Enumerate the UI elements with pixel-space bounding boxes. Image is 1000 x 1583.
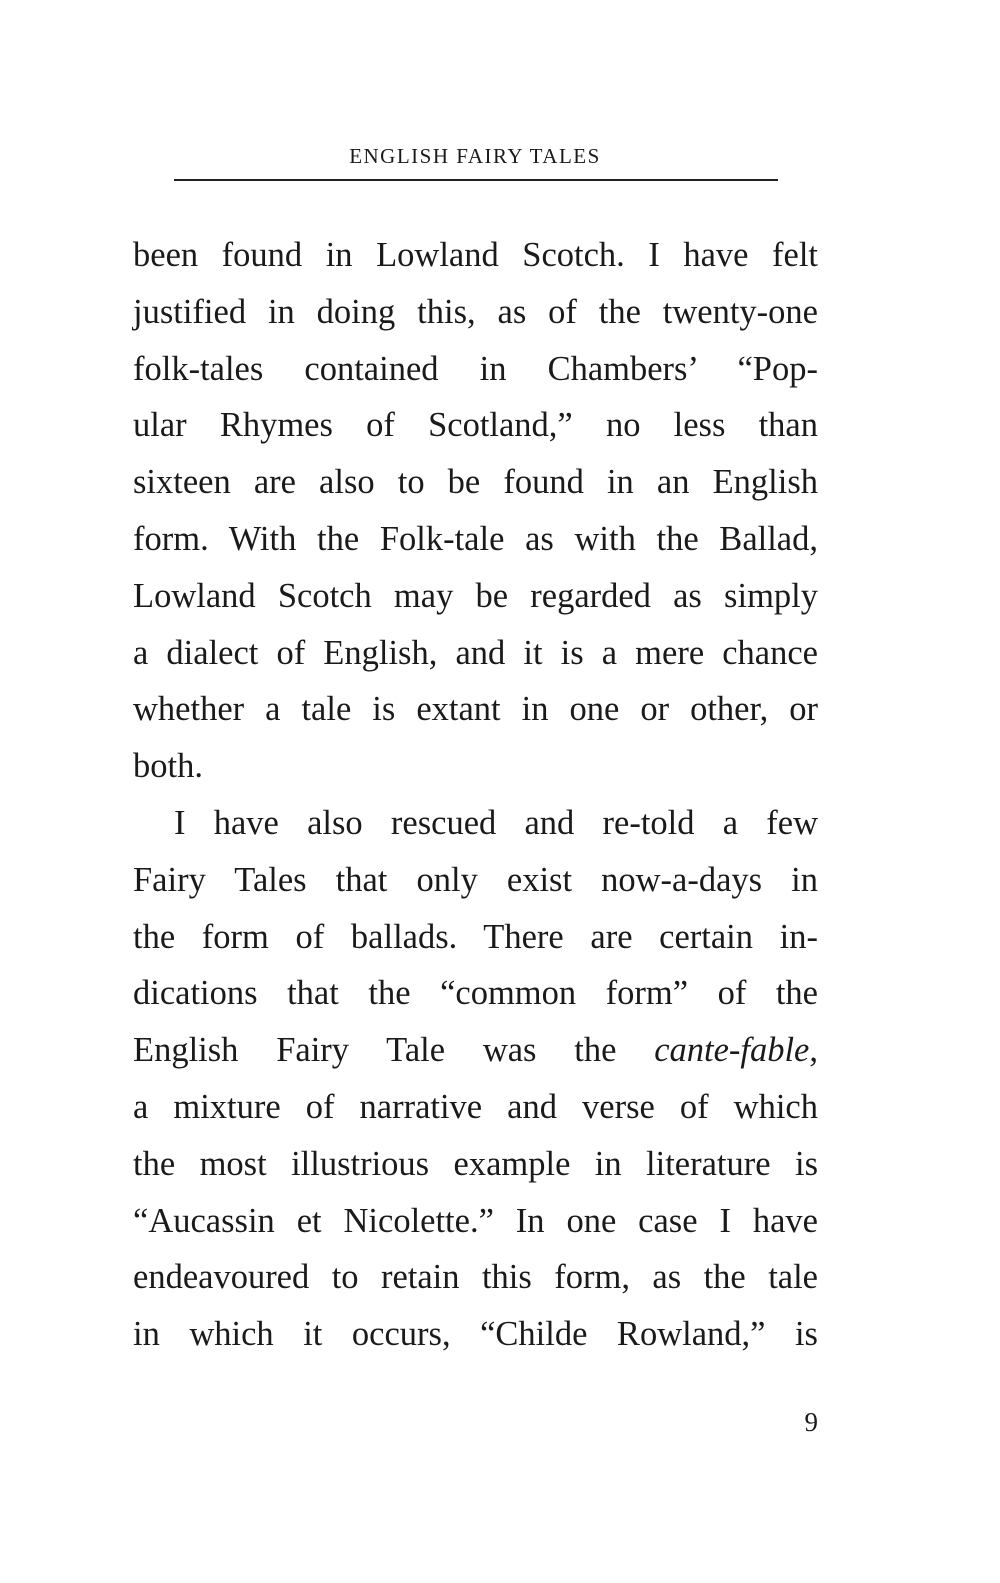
text-line: both. bbox=[133, 747, 203, 786]
text-run: , bbox=[809, 1031, 818, 1070]
running-head: ENGLISH FAIRY TALES bbox=[349, 144, 601, 168]
header-rule bbox=[174, 179, 778, 181]
text-line: sixteen are also to be found in an English bbox=[133, 463, 818, 502]
text-line: endeavoured to retain this form, as the tale bbox=[133, 1258, 818, 1297]
text-line: dications that the “common form” of the bbox=[133, 974, 818, 1013]
text-line: justified in doing this, as of the twenty-one bbox=[133, 292, 818, 331]
text-line: whether a tale is extant in one or other, or bbox=[133, 690, 818, 729]
body-text bbox=[133, 227, 818, 1363]
text-line: I have also rescued and re-told a few bbox=[174, 803, 818, 842]
italic-term: cante-fable bbox=[654, 1031, 810, 1070]
page-number: 9 bbox=[804, 1407, 818, 1437]
text-run: English Fairy Tale was the bbox=[133, 1031, 655, 1070]
text-line: form. With the Folk-tale as with the Ballad, bbox=[133, 519, 818, 558]
text-line: “Aucassin et Nicolette.” In one case I have bbox=[133, 1201, 818, 1240]
text-line: Fairy Tales that only exist now-a-days in bbox=[133, 860, 818, 899]
text-line: been found in Lowland Scotch. I have felt bbox=[133, 236, 818, 274]
text-line: a mixture of narrative and verse of which bbox=[133, 1087, 818, 1126]
text-line: ular Rhymes of Scotland,” no less than bbox=[133, 406, 818, 445]
text-line bbox=[133, 1022, 818, 1079]
text-line: in which it occurs, “Childe Rowland,” is bbox=[133, 1315, 818, 1354]
text-line: the most illustrious example in literature is bbox=[133, 1144, 818, 1183]
text-line: folk-tales contained in Chambers’ “Pop- bbox=[133, 349, 818, 388]
text-line: the form of ballads. There are certain in- bbox=[133, 917, 818, 956]
text-line: Lowland Scotch may be regarded as simply bbox=[133, 576, 818, 615]
text-line: a dialect of English, and it is a mere chance bbox=[133, 633, 818, 672]
